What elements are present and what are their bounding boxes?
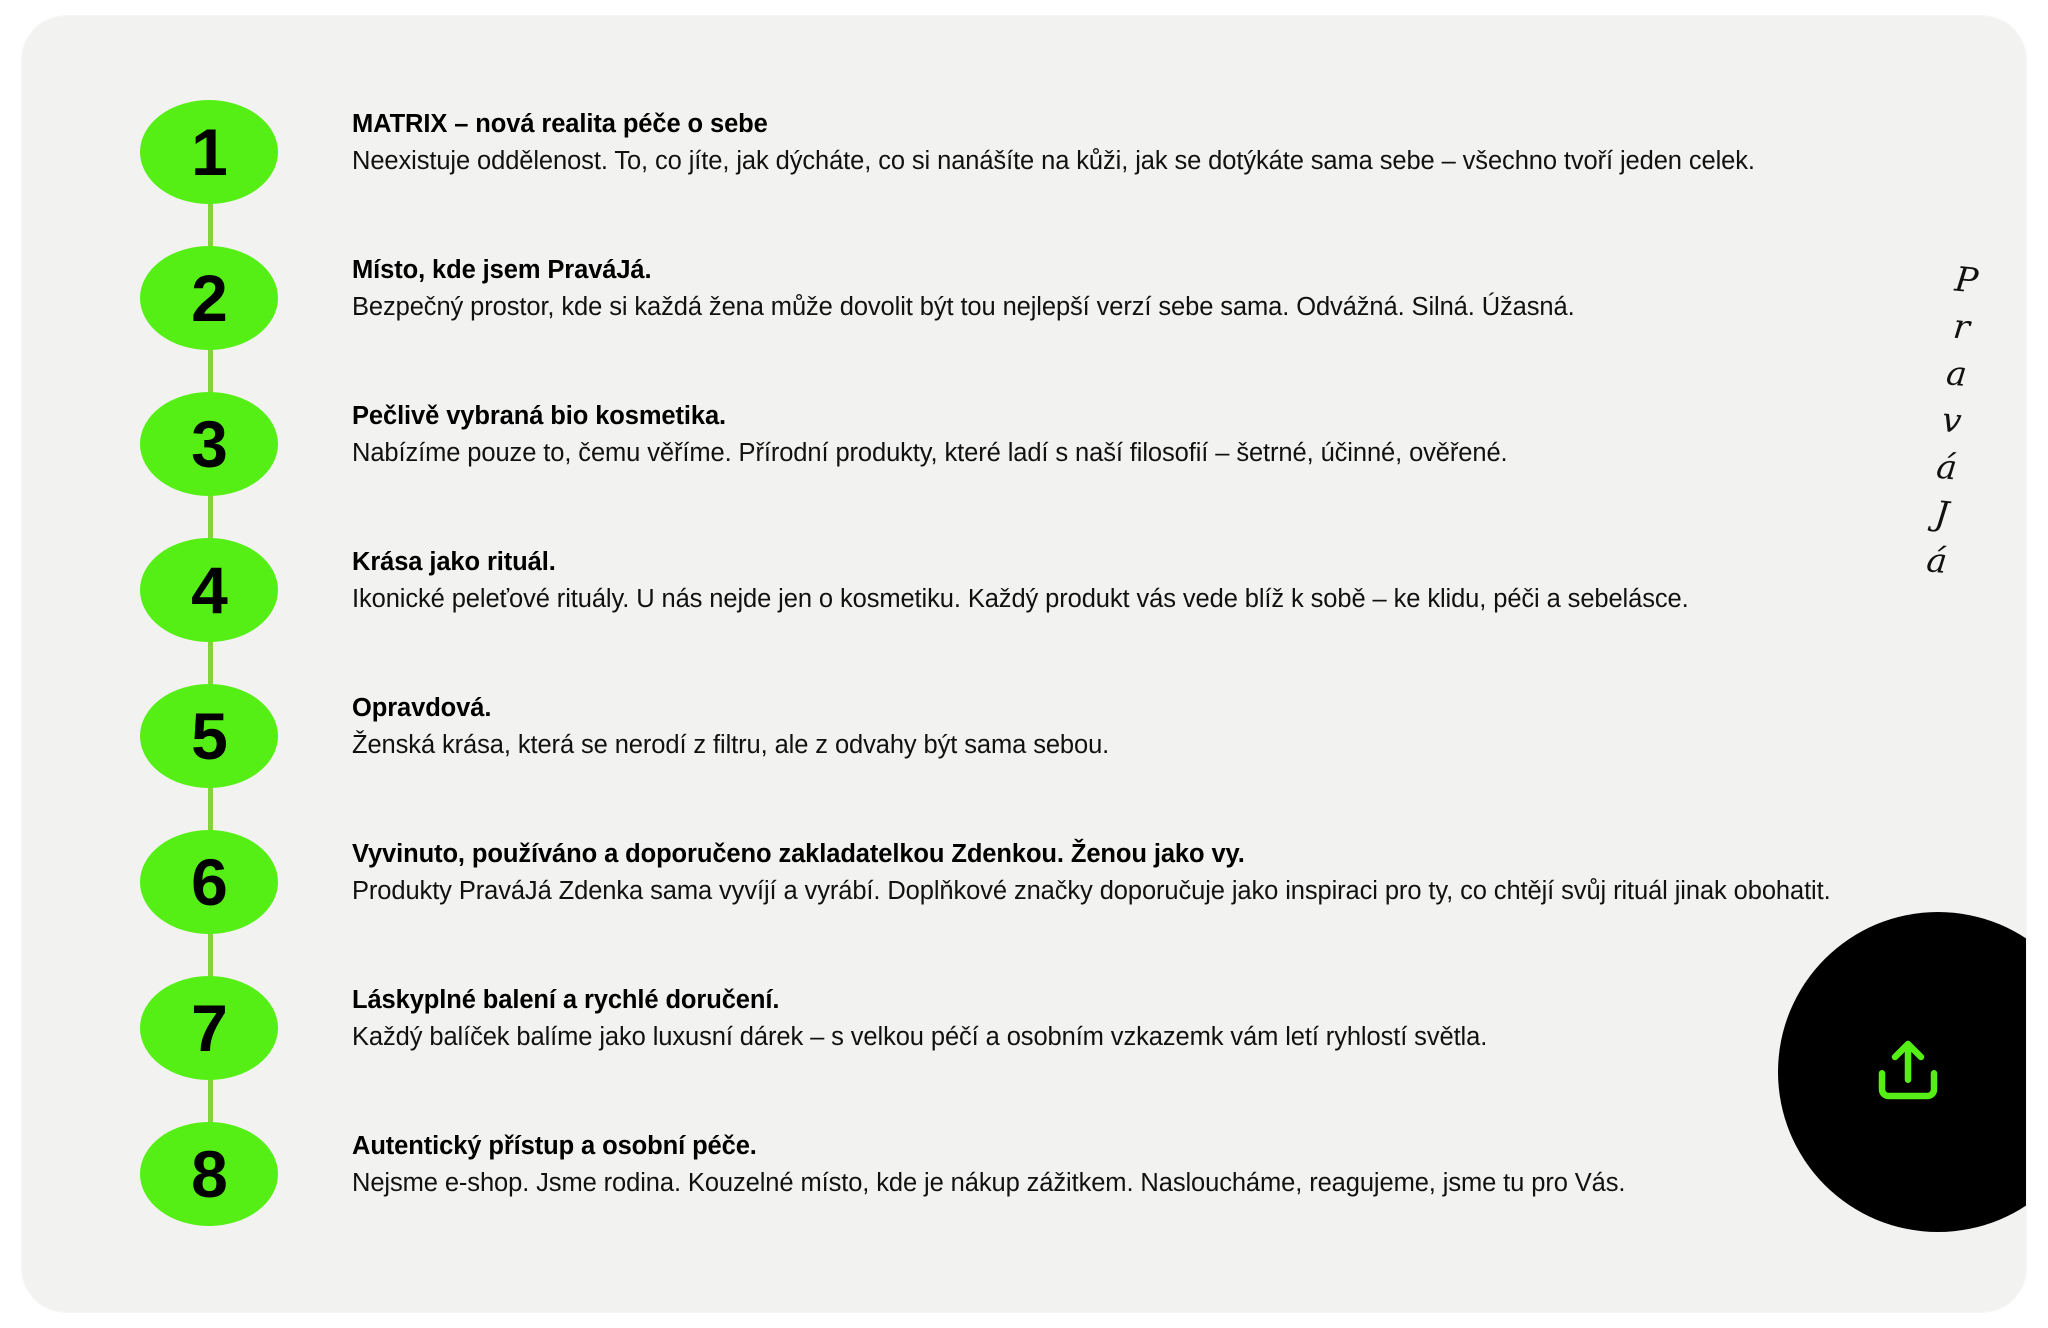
list-item [22,684,2026,830]
step-text [352,400,1946,470]
step-title: MATRIX – nová realita péče o sebe [352,110,768,138]
step-body: Produkty PraváJá Zdenka sama vyvíjí a vyrábí. Doplňkové značky doporučuje jako inspiraci pro ty, co chtějí svůj rituál jinak obohatit. [352,876,1831,905]
list-item [22,100,2026,246]
step-text [352,546,1946,616]
list-item [22,976,2026,1122]
content-card [22,16,2026,1312]
step-text [352,984,1946,1054]
brand-vertical-logo: PraváJá [1914,258,1989,591]
step-body: Ikonické peleťové rituály. U nás nejde jen o kosmetiku. Každý produkt vás vede blíž k sobě – ke klidu, péči a sebelásce. [352,584,1689,613]
step-title: Vyvinuto, používáno a doporučeno zakladatelkou Zdenkou. Ženou jako vy. [352,840,1245,868]
step-number-badge: 2 [140,246,278,350]
step-title: Opravdová. [352,694,492,722]
step-text [352,838,1946,908]
step-body: Bezpečný prostor, kde si každá žena může dovolit být tou nejlepší verzí sebe sama. Odvážná. Silná. Úžasná. [352,292,1575,321]
step-number-badge: 7 [140,976,278,1080]
step-number-badge: 6 [140,830,278,934]
step-number-badge: 8 [140,1122,278,1226]
step-text [352,1130,1946,1200]
step-text [352,108,1946,178]
step-title: Krása jako rituál. [352,548,556,576]
step-body: Neexistuje oddělenost. To, co jíte, jak dýcháte, co si nanášíte na kůži, jak se dotýkáte sama sebe – všechno tvoří jeden celek. [352,146,1755,175]
step-body: Nabízíme pouze to, čemu věříme. Přírodní produkty, které ladí s naší filosofií – šetrné, účinné, ověřené. [352,438,1508,467]
step-number-badge: 1 [140,100,278,204]
step-body: Ženská krása, která se nerodí z filtru, ale z odvahy být sama sebou. [352,730,1110,759]
list-item [22,246,2026,392]
step-number-badge: 3 [140,392,278,496]
step-number-badge: 5 [140,684,278,788]
step-body: Nejsme e-shop. Jsme rodina. Kouzelné místo, kde je nákup zážitkem. Nasloucháme, reagujeme, jsme tu pro Vás. [352,1168,1626,1197]
step-body: Každý balíček balíme jako luxusní dárek – s velkou péčí a osobním vzkazemk vám letí ryhlostí světla. [352,1022,1488,1051]
list-item [22,538,2026,684]
step-number-badge: 4 [140,538,278,642]
step-text [352,692,1946,762]
step-text [352,254,1946,324]
step-title: Autentický přístup a osobní péče. [352,1132,757,1160]
step-title: Místo, kde jsem PraváJá. [352,256,652,284]
step-title: Láskyplné balení a rychlé doručení. [352,986,780,1014]
list-item [22,1122,2026,1268]
share-upload-icon [1869,1031,1947,1114]
list-item [22,392,2026,538]
list-item [22,830,2026,976]
step-title: Pečlivě vybraná bio kosmetika. [352,402,727,430]
